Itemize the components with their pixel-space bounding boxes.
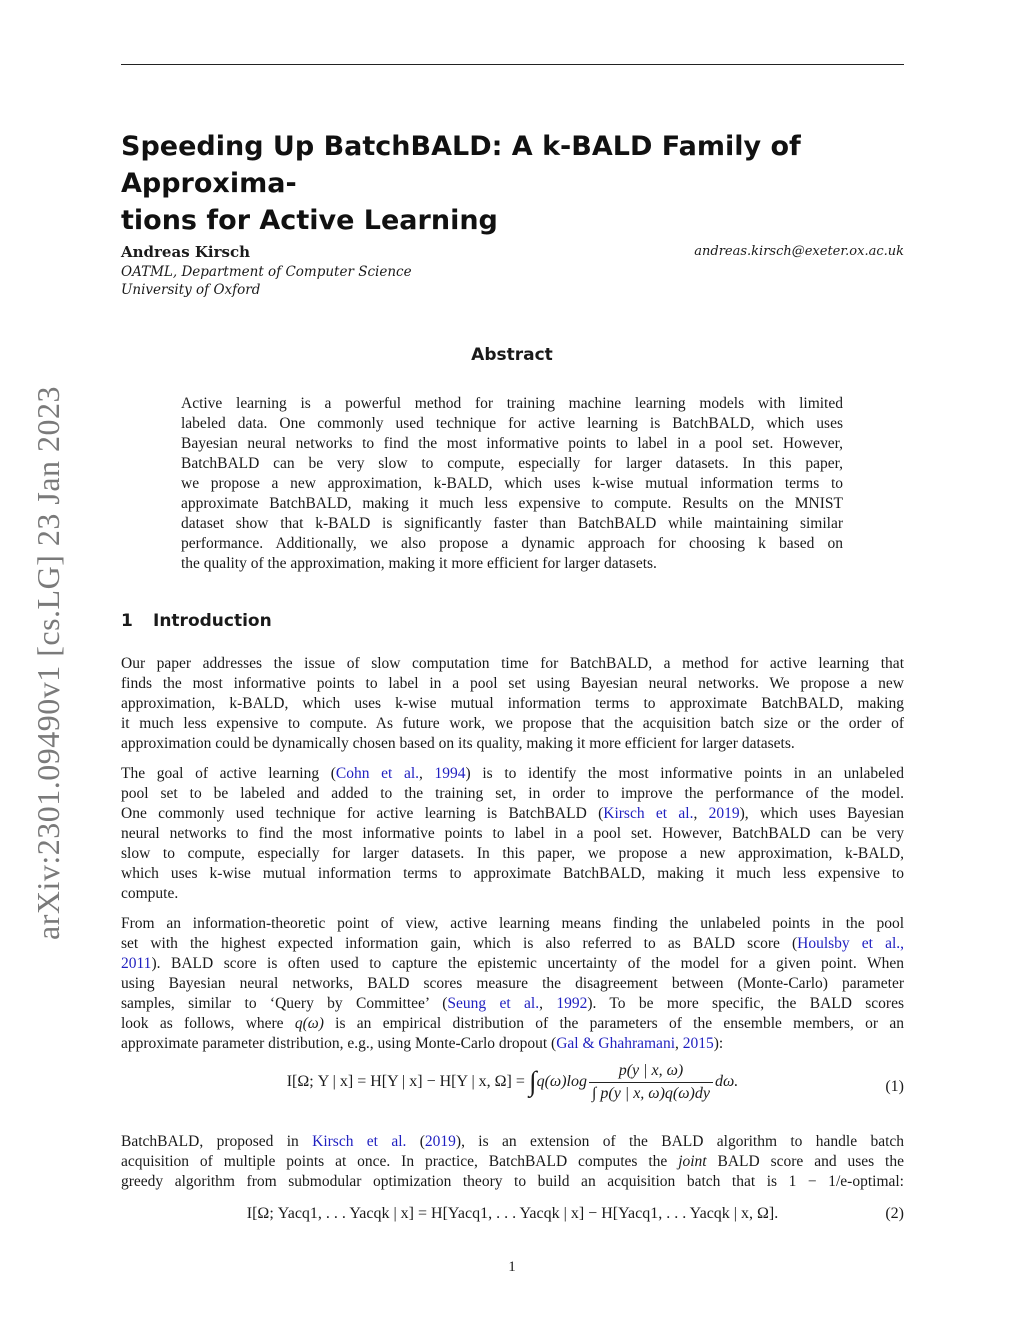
paragraph-line: pool set to be labeled and added to the training set, in order to improve the performance of the model. (121, 785, 904, 802)
intro-paragraph-4 (121, 1132, 904, 1192)
paragraph-line: From an information-theoretic point of view, active learning means finding the unlabeled points in the pool (121, 915, 904, 932)
paragraph-line: BatchBALD, proposed in Kirsch et al. (2019), is an extension of the BALD algorithm to handle batch (121, 1133, 905, 1150)
paragraph-line: which uses k-wise mutual information terms to approximate BatchBALD, making it much less expensive to (121, 865, 904, 882)
abstract-line: performance. Additionally, we also propose a dynamic approach for choosing k based on (181, 535, 843, 552)
section-heading (121, 611, 272, 631)
paragraph-line: slow to compute, especially for larger datasets. In this paper, we propose a new approximation, k-BALD, (121, 845, 904, 862)
affiliation-line-2: University of Oxford (121, 282, 261, 298)
citation-link[interactable]: Kirsch et al. (312, 1133, 407, 1150)
citation-year-link[interactable]: 1992 (556, 995, 588, 1012)
page-number: 1 (508, 1259, 516, 1275)
equation-number: (1) (885, 1078, 904, 1095)
paragraph-line: set with the highest expected information gain, which is also referred to as BALD score (Houlsby et al., (121, 935, 905, 952)
affiliation-line-1: OATML, Department of Computer Science (121, 264, 412, 280)
citation-link[interactable]: Seung et al. (447, 995, 540, 1012)
abstract-line: we propose a new approximation, k-BALD, which uses k-wise mutual information terms to (181, 475, 843, 492)
citation-year-link[interactable]: 2011 (121, 955, 152, 972)
paragraph-line: acquisition of multiple points at once. In practice, BatchBALD computes the joint BALD score and uses the (121, 1153, 904, 1170)
abstract-heading: Abstract (471, 345, 553, 365)
emphasis-text: joint (678, 1153, 707, 1170)
abstract-body (181, 394, 843, 574)
abstract-line: dataset show that k-BALD is significantly faster than BatchBALD while maintaining similar (181, 515, 843, 532)
eq1-denominator: ∫ p(y | x, ω)q(ω)dy (591, 1085, 710, 1102)
equation-2 (121, 1205, 904, 1229)
abstract-line: BatchBALD can be very slow to compute, especially for larger datasets. In this paper, (181, 455, 843, 472)
paragraph-line: The goal of active learning (Cohn et al., 1994) is to identify the most informative points in an unlabeled (121, 765, 904, 782)
paragraph-line: 2011). BALD score is often used to capture the epistemic uncertainty of the model for a given point. When (121, 955, 904, 972)
intro-paragraph-2 (121, 764, 904, 904)
integral-symbol: ∫ (528, 1066, 537, 1098)
eq1-lhs: I[Ω; Y | x] = H[Y | x] − H[Y | x, Ω] = (286, 1073, 529, 1091)
citation-year-link[interactable]: 2015 (682, 1035, 714, 1052)
eq2-body: I[Ω; Yacq1, . . . Yacqk | x] = H[Yacq1, . . . Yacqk | x] − H[Yacq1, . . . Yacqk | x, Ω]. (246, 1205, 779, 1222)
author-name: Andreas Kirsch (121, 243, 250, 261)
paragraph-line: compute. (121, 885, 179, 902)
paragraph-line: samples, similar to ‘Query by Committee’ (Seung et al., 1992). To be more specific, the BALD scores (121, 995, 904, 1012)
abstract-line: Bayesian neural networks to find the most informative points to label in a pool set. However, (181, 435, 843, 452)
citation-year-link[interactable]: 1994 (434, 765, 466, 782)
intro-paragraph-1 (121, 654, 904, 754)
paragraph-line: look as follows, where q(ω) is an empirical distribution of the parameters of the ensemble members, or an (121, 1015, 904, 1032)
abstract-line: Active learning is a powerful method for training machine learning models with limited (181, 395, 843, 412)
intro-paragraph-3 (121, 914, 904, 1054)
top-rule (121, 64, 904, 65)
equation-1 (121, 1062, 904, 1112)
paragraph-line: finds the most informative points to label in a pool set using Bayesian neural networks. We propose a new (121, 675, 904, 692)
paragraph-line: approximation could be dynamically chosen based on its quality, making it more efficient for larger datasets. (121, 735, 795, 752)
citation-year-link[interactable]: 2019 (424, 1133, 456, 1150)
equation-number: (2) (885, 1205, 904, 1222)
paragraph-line: approximation, k-BALD, which uses k-wise mutual information terms to approximate BatchBALD, making (121, 695, 904, 712)
citation-year-link[interactable]: 2019 (708, 805, 740, 822)
section-number: 1 (121, 611, 133, 631)
citation-link[interactable]: Houlsby et al., (797, 935, 905, 952)
citation-link[interactable]: Kirsch et al. (603, 805, 694, 822)
abstract-line: the quality of the approximation, making it more efficient for larger datasets. (181, 555, 657, 572)
paragraph-line: neural networks to find the most informative points to label in a pool set. However, BatchBALD can be very (121, 825, 904, 842)
paragraph-line: approximate parameter distribution, e.g., using Monte-Carlo dropout (Gal & Ghahramani, 2015): (121, 1035, 724, 1052)
paragraph-line: Our paper addresses the issue of slow computation time for BatchBALD, a method for active learning that (121, 655, 904, 672)
author-email: andreas.kirsch@exeter.ox.ac.uk (694, 244, 904, 259)
eq1-numerator: p(y | x, ω) (589, 1062, 713, 1083)
paragraph-line: One commonly used technique for active learning is BatchBALD (Kirsch et al., 2019), which uses Bayesian (121, 805, 904, 822)
paragraph-line: using Bayesian neural networks, BALD scores measure the disagreement between (Monte-Carlo) parameter (121, 975, 904, 992)
title-line-1: Speeding Up BatchBALD: A k-BALD Family of Approxima- (121, 131, 801, 199)
eq1-fraction (589, 1062, 713, 1103)
inline-math: q(ω) (294, 1015, 324, 1032)
paragraph-line: greedy algorithm from submodular optimization theory to build an acquisition batch that is 1 − 1/e-optimal: (121, 1173, 904, 1190)
eq1-mid: q(ω)log (536, 1073, 587, 1091)
citation-link[interactable]: Gal & Ghahramani (556, 1035, 675, 1052)
section-title: Introduction (153, 611, 272, 631)
title-line-2: tions for Active Learning (121, 205, 498, 236)
citation-link[interactable]: Cohn et al. (335, 765, 420, 782)
paragraph-line: it much less expensive to compute. As future work, we propose that the acquisition batch size or the order of (121, 715, 904, 732)
arxiv-stamp-text: arXiv:2301.09490v1 [cs.LG] 23 Jan 2023 (30, 385, 66, 940)
paper-title (121, 128, 911, 239)
eq1-rhs: dω. (714, 1073, 739, 1091)
abstract-line: approximate BatchBALD, making it much less expensive to compute. Results on the MNIST (181, 495, 843, 512)
abstract-line: labeled data. One commonly used technique for active learning is BatchBALD, which uses (181, 415, 843, 432)
